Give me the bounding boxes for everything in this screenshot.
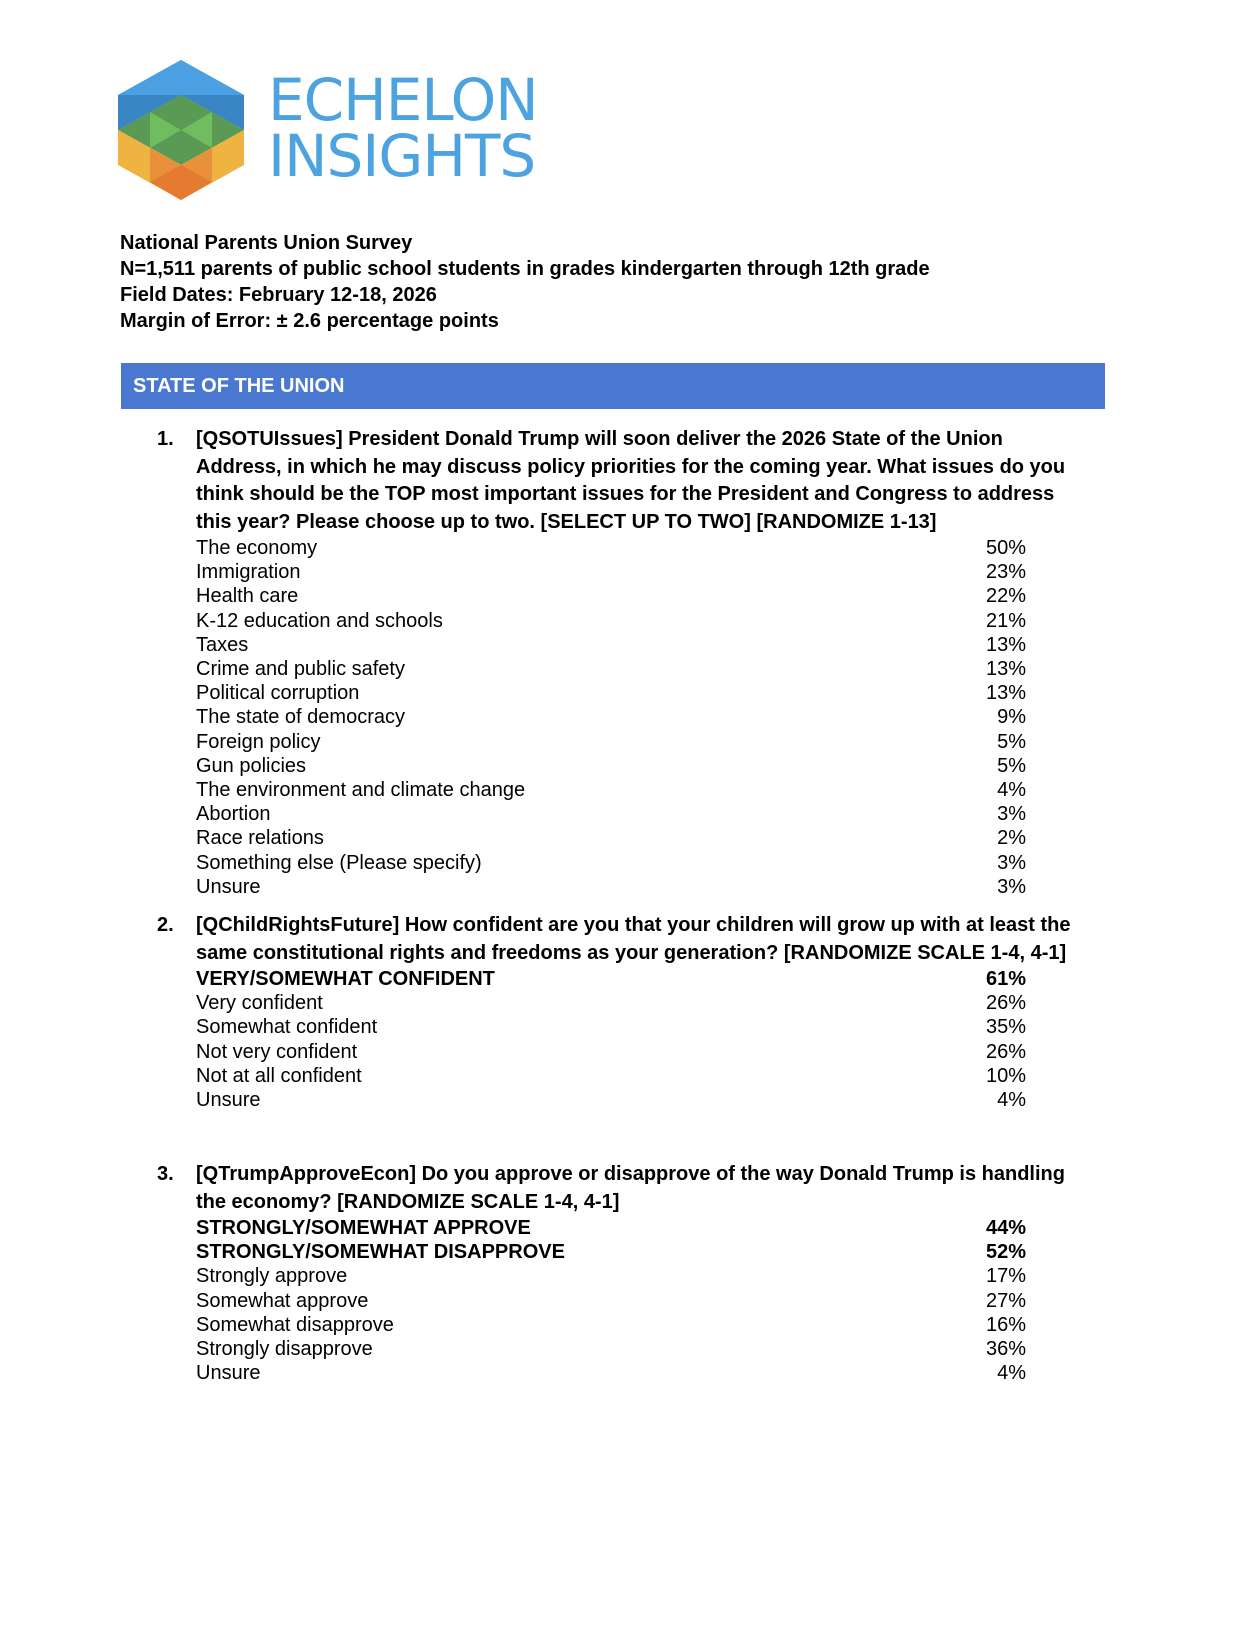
response-label: Unsure — [196, 875, 261, 898]
response-row — [196, 802, 1026, 826]
response-label: STRONGLY/SOMEWHAT DISAPPROVE — [196, 1241, 565, 1264]
response-label: The state of democracy — [196, 706, 405, 729]
response-label: Somewhat approve — [196, 1289, 369, 1312]
response-value: 35% — [985, 1016, 1026, 1039]
response-row — [196, 1337, 1026, 1361]
response-row — [196, 1088, 1026, 1112]
response-row — [196, 657, 1026, 681]
question-number: 2. — [157, 914, 174, 936]
response-label: Political corruption — [196, 682, 360, 705]
question-number: 3. — [157, 1163, 174, 1185]
response-value: 27% — [985, 1289, 1026, 1312]
response-row — [196, 560, 1026, 584]
response-value: 5% — [997, 754, 1026, 777]
response-value: 4% — [997, 1089, 1026, 1112]
response-label: Foreign policy — [196, 730, 321, 753]
response-row — [196, 681, 1026, 705]
question-text: [QTrumpApproveEcon] Do you approve or disapprove of the way Donald Trump is handling the economy? [RANDOMIZE SCALE 1-4, 4-1] — [196, 1163, 1065, 1213]
response-label: STRONGLY/SOMEWHAT APPROVE — [196, 1217, 531, 1239]
echelon-insights-logo — [118, 60, 548, 200]
response-value: 13% — [985, 633, 1026, 656]
response-label: VERY/SOMEWHAT CONFIDENT — [196, 968, 495, 990]
response-value: 5% — [997, 730, 1026, 753]
response-value: 52% — [985, 1241, 1026, 1264]
response-row — [196, 584, 1026, 608]
response-label: Health care — [196, 585, 299, 608]
question-3 — [157, 1161, 1077, 1385]
response-label: Very confident — [196, 992, 323, 1015]
response-value: 3% — [997, 803, 1026, 826]
response-value: 26% — [985, 1040, 1026, 1063]
logo-line-2: INSIGHTS — [268, 122, 536, 190]
response-row — [196, 778, 1026, 802]
response-label: Strongly disapprove — [196, 1338, 373, 1361]
response-value: 2% — [997, 827, 1026, 850]
response-value: 13% — [985, 658, 1026, 681]
response-value: 9% — [997, 706, 1026, 729]
response-value: 10% — [985, 1064, 1026, 1087]
response-value: 23% — [985, 561, 1026, 584]
response-row — [196, 536, 1026, 560]
section-banner — [121, 363, 1105, 409]
response-value: 22% — [985, 585, 1026, 608]
response-row — [196, 730, 1026, 754]
response-row — [196, 633, 1026, 657]
response-label: Somewhat confident — [196, 1016, 378, 1039]
response-row-net — [196, 1216, 1026, 1240]
response-row — [196, 754, 1026, 778]
response-label: The environment and climate change — [196, 779, 526, 802]
response-value: 13% — [985, 682, 1026, 705]
response-label: Race relations — [196, 827, 324, 850]
response-row — [196, 1289, 1026, 1313]
response-row — [196, 1361, 1026, 1385]
response-label: Unsure — [196, 1362, 261, 1385]
response-row — [196, 1064, 1026, 1088]
response-value: 4% — [997, 779, 1026, 802]
response-value: 16% — [985, 1313, 1026, 1336]
response-label: Something else (Please specify) — [196, 851, 482, 874]
response-label: Taxes — [196, 633, 249, 656]
response-row — [196, 609, 1026, 633]
response-value: 3% — [997, 851, 1026, 874]
survey-metadata — [120, 230, 930, 334]
response-row — [196, 1313, 1026, 1337]
response-row — [196, 826, 1026, 850]
hexagon-cube-icon — [118, 60, 244, 200]
response-row — [196, 705, 1026, 729]
response-label: Somewhat disapprove — [196, 1313, 394, 1336]
response-row — [196, 1040, 1026, 1064]
logo-line-1: ECHELON — [268, 66, 538, 134]
logo-wordmark — [268, 66, 538, 190]
response-label: K-12 education and schools — [196, 609, 443, 632]
response-label: Not very confident — [196, 1040, 358, 1063]
question-text: [QChildRightsFuture] How confident are you that your children will grow up with at least the same constitutional rights and freedoms as your generation? [RANDOMIZE SCALE 1-4, 4-1] — [196, 914, 1071, 964]
question-2 — [157, 912, 1077, 1112]
question-text: [QSOTUIssues] President Donald Trump will soon deliver the 2026 State of the Union Address, in which he may discuss policy priorities for the coming year. What issues do you think should be the TOP most important issues for the President and Congress to address this year? Please choose up to two. [SELECT UP TO TWO] [RANDOMIZE 1-13] — [196, 428, 1066, 533]
response-value: 36% — [985, 1338, 1026, 1361]
response-row-net — [196, 1240, 1026, 1264]
survey-name: National Parents Union Survey — [120, 232, 413, 254]
section-title: STATE OF THE UNION — [133, 375, 345, 397]
response-label: Unsure — [196, 1089, 261, 1112]
response-row — [196, 851, 1026, 875]
response-value: 26% — [985, 992, 1026, 1015]
question-number: 1. — [157, 428, 174, 450]
response-list — [196, 1216, 1026, 1385]
response-value: 44% — [985, 1217, 1026, 1239]
response-label: Abortion — [196, 803, 271, 826]
response-row — [196, 1015, 1026, 1039]
response-value: 3% — [997, 875, 1026, 898]
response-label: Crime and public safety — [196, 658, 405, 681]
response-label: Not at all confident — [196, 1064, 362, 1087]
response-label: Strongly approve — [196, 1265, 348, 1288]
response-row-net — [196, 967, 1026, 991]
response-value: 21% — [985, 609, 1026, 632]
question-1 — [157, 426, 1077, 899]
response-row — [196, 991, 1026, 1015]
response-value: 61% — [985, 968, 1026, 990]
response-row — [196, 1264, 1026, 1288]
response-row — [196, 875, 1026, 899]
response-label: Gun policies — [196, 754, 307, 777]
response-label: Immigration — [196, 561, 301, 584]
response-value: 4% — [997, 1362, 1026, 1385]
response-label: The economy — [196, 537, 318, 559]
margin-of-error: Margin of Error: ± 2.6 percentage points — [120, 310, 499, 332]
response-value: 50% — [985, 537, 1026, 559]
field-dates: Field Dates: February 12-18, 2026 — [120, 284, 437, 306]
response-value: 17% — [985, 1265, 1026, 1288]
response-list — [196, 967, 1026, 1112]
response-list — [196, 536, 1026, 899]
sample-description: N=1,511 parents of public school students in grades kindergarten through 12th grade — [120, 258, 930, 280]
